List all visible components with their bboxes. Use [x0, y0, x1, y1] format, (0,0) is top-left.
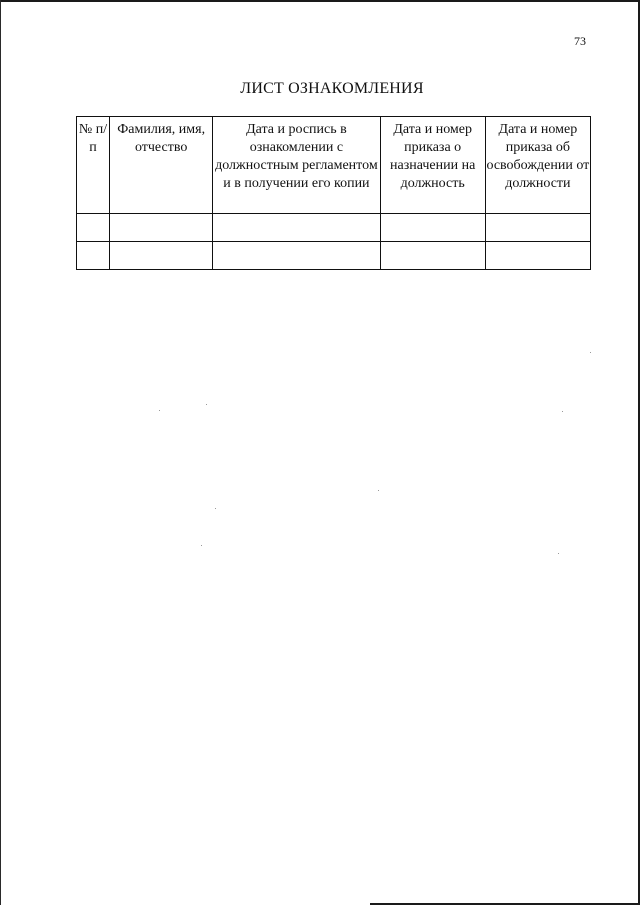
scan-speck	[206, 404, 207, 405]
table-cell	[485, 214, 590, 242]
table-cell	[110, 214, 213, 242]
scan-speck	[558, 553, 559, 554]
header-sign-date: Дата и роспись в ознакомлении с должностным регламентом и в получении его копии	[213, 117, 380, 214]
scan-speck	[201, 545, 202, 546]
page-number: 73	[574, 34, 586, 48]
table-cell	[77, 242, 110, 270]
header-dismissal-order: Дата и номер приказа об освобождении от должности	[485, 117, 590, 214]
scan-speck	[378, 490, 379, 491]
scan-speck	[215, 508, 216, 509]
table-cell	[380, 242, 485, 270]
header-full-name: Фамилия, имя, отчество	[110, 117, 213, 214]
table-row	[77, 242, 591, 270]
table-cell	[213, 214, 380, 242]
scan-speck	[590, 352, 591, 353]
header-number: № п/п	[77, 117, 110, 214]
scan-edge-left	[0, 0, 1, 905]
table-cell	[380, 214, 485, 242]
table-header-row	[77, 117, 591, 214]
table-cell	[77, 214, 110, 242]
scan-speck	[159, 410, 160, 411]
acknowledgement-table	[76, 116, 591, 270]
document-title: ЛИСТ ОЗНАКОМЛЕНИЯ	[240, 80, 424, 97]
scan-speck	[562, 411, 563, 412]
table-cell	[213, 242, 380, 270]
header-appointment-order: Дата и номер приказа о назначении на должность	[380, 117, 485, 214]
table-row	[77, 214, 591, 242]
table-cell	[485, 242, 590, 270]
table-cell	[110, 242, 213, 270]
scan-edge-top	[0, 0, 640, 2]
